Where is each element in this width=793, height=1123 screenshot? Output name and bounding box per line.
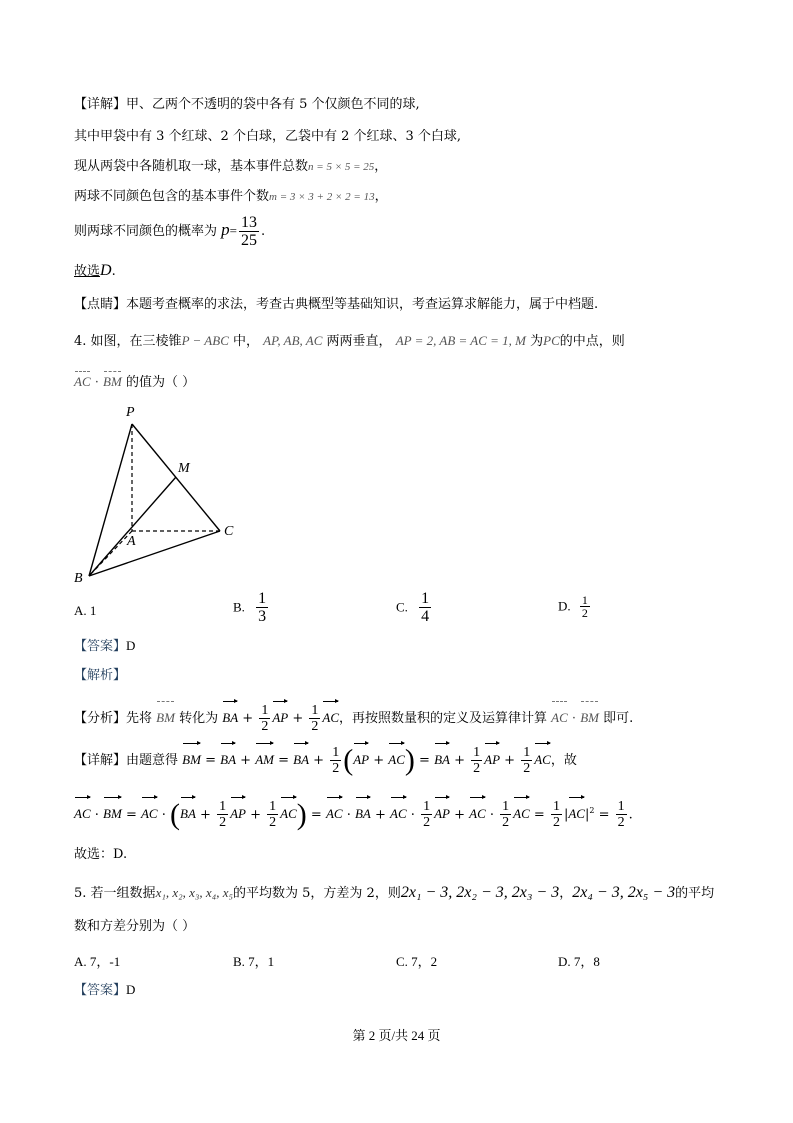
q4-choice-b[interactable]: B. $\frac{1}{3}$ (233, 590, 267, 625)
q5-choice-d[interactable]: D. 7，8 (558, 954, 600, 969)
q5-stem-line-2: 数和方差分别为（ ） (74, 919, 196, 934)
q3-detail-line-5: 则两球不同颜色的概率为 p= $\frac{13}{25}$ . (74, 214, 266, 249)
math-m: m = 3 × 3 + 2 × 2 = 13 (269, 191, 375, 203)
q3-detail-line-1: 【详解】甲、乙两个不透明的袋中各有 5 个仅颜色不同的球, (74, 97, 420, 112)
q5-answer: 【答案】D (74, 982, 136, 998)
q4-xiangjie: 【详解】由题意得 BM = BA + AM = BA + $\frac{1}{2}$ (AP + AC) = BA + $\frac{1}{2}$ AP + $\frac{1}{2}$ AC，故 (74, 743, 577, 777)
q4-analysis-tag: 【解析】 (74, 668, 127, 683)
label-m: M (178, 461, 190, 476)
q4-stem-line-2: AC · BM 的值为（ ） (74, 370, 195, 392)
math-n: n = 5 × 5 = 25 (308, 161, 375, 173)
label-c: C (224, 524, 234, 539)
q4-computation: AC · BM = AC · (BA + $\frac{1}{2}$ AP + $\frac{1}{2}$ AC) = AC · BA + AC · $\frac{1}{2}$ AP + AC · $\frac{1}{2}$ AC = $\frac{1}{2}$ $|AC|^2$ = $\frac{1}{2}$ . (74, 797, 633, 831)
page-footer: 第 2 页/共 24 页 (352, 1028, 441, 1043)
q4-answer: 【答案】D (74, 638, 136, 654)
q5-choice-c[interactable]: C. 7，2 (396, 954, 438, 969)
q4-choice-a[interactable]: A. 1 (74, 603, 97, 618)
q4-final-choose: 故选：D. (74, 847, 128, 862)
comment-tag: 【点睛】 (74, 297, 127, 312)
detail-tag: 【详解】 (74, 97, 127, 112)
q4-stem-line-1: 4. 如图，在三棱锥P − ABC 中， AP, AB, AC 两两垂直， AP = 2, AB = AC = 1, M 为PC的中点，则 (74, 333, 625, 349)
q3-choose-line: 故选D. (74, 262, 116, 279)
fraction-13-25: $\frac{13}{25}$ (241, 214, 257, 249)
q5-choice-a[interactable]: A. 7，-1 (74, 954, 121, 969)
label-a: A (127, 534, 136, 549)
label-p: P (126, 405, 135, 420)
q3-detail-line-4: 两球不同颜色包含的基本事件个数m = 3 × 3 + 2 × 2 = 13， (74, 189, 388, 204)
q4-fenxi: 【分析】先将 BM 转化为 BA + $\frac{1}{2}$ AP + $\frac{1}{2}$ AC，再按照数量积的定义及运算律计算 AC · BM 即可. (74, 700, 633, 734)
tetrahedron-figure (70, 398, 250, 584)
q5-choice-b[interactable]: B. 7，1 (233, 954, 275, 969)
q3-detail-line-3: 现从两袋中各随机取一球，基本事件总数n = 5 × 5 = 25， (74, 159, 388, 174)
q3-detail-line-2: 其中甲袋中有 3 个红球、2 个白球，乙袋中有 2 个红球、3 个白球, (74, 129, 462, 144)
q4-choice-d[interactable]: D. $\frac{1}{2}$ (558, 593, 588, 620)
q4-choice-c[interactable]: C. $\frac{1}{4}$ (396, 590, 430, 625)
q5-stem-line-1: 5. 若一组数据x₁, x₂, x₃, x₄, x₅的平均数为 5，方差为 2，则2x₁ − 3, 2x₂ − 3, 2x₃ − 3，2x₄ − 3, 2x₅ − 3的平均 (74, 884, 715, 901)
q3-comment: 【点睛】本题考查概率的求法，考查古典概型等基础知识，考查运算求解能力，属于中档题. (74, 297, 599, 312)
label-b: B (74, 571, 83, 584)
